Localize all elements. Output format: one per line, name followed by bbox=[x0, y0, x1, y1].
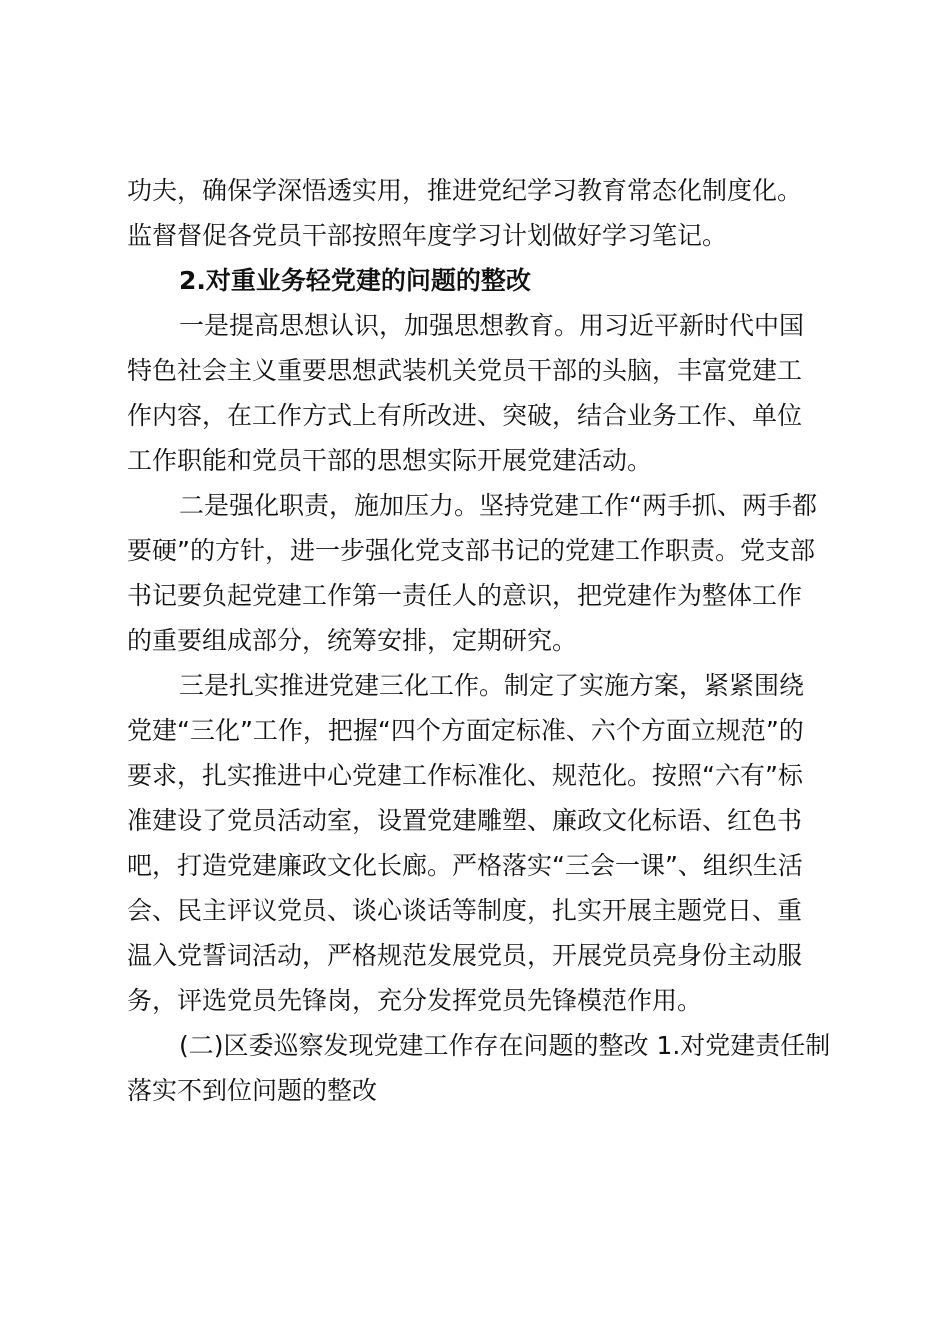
text-line: 一是提高思想认识，加强思想教育。用习近平新时代中国 bbox=[179, 311, 805, 340]
text-line: 党建“三化”工作，把握“四个方面定标准、六个方面立规范”的 bbox=[127, 716, 804, 745]
text-line: 的重要组成部分，统筹安排，定期研究。 bbox=[127, 626, 578, 655]
text-line: 要求，扎实推进中心党建工作标准化、规范化。按照“六有”标 bbox=[127, 761, 803, 790]
text-line: 要硬”的方针，进一步强化党支部书记的党建工作职责。党支部 bbox=[127, 536, 815, 565]
text-line: 吧，打造党建廉政文化长廊。严格落实“三会一课”、组织生活 bbox=[127, 851, 803, 880]
paragraph-strengthen-duties bbox=[127, 483, 827, 663]
text-line: 准建设了党员活动室，设置党建雕塑、廉政文化标语、红色书 bbox=[127, 806, 803, 835]
heading-text: 2.对重业务轻党建的问题的整改 bbox=[179, 266, 531, 295]
text-line: 工作职能和党员干部的思想实际开展党建活动。 bbox=[127, 446, 653, 475]
document-body bbox=[127, 168, 831, 1113]
text-line: 特色社会主义重要思想武装机关党员干部的头脑，丰富党建工 bbox=[127, 356, 803, 385]
text-line: 三是扎实推进党建三化工作。制定了实施方案，紧紧围绕 bbox=[179, 671, 805, 700]
text-line: (二)区委巡察发现党建工作存在问题的整改 1.对党建责任制 bbox=[179, 1031, 831, 1060]
section-heading bbox=[127, 258, 827, 303]
text-line: 务，评选党员先锋岗，充分发挥党员先锋模范作用。 bbox=[127, 986, 703, 1015]
paragraph-three-modernizations bbox=[127, 663, 827, 1023]
text-line: 温入党誓词活动，严格规范发展党员，开展党员亮身份主动服 bbox=[127, 941, 803, 970]
text-line: 监督督促各党员干部按照年度学习计划做好学习笔记。 bbox=[127, 221, 728, 250]
paragraph-raise-awareness bbox=[127, 303, 827, 483]
text-line: 书记要负起党建工作第一责任人的意识，把党建作为整体工作 bbox=[127, 581, 803, 610]
text-line: 落实不到位问题的整改 bbox=[127, 1076, 378, 1105]
text-line: 二是强化职责，施加压力。坚持党建工作“两手抓、两手都 bbox=[179, 491, 817, 520]
text-line: 作内容，在工作方式上有所改进、突破，结合业务工作、单位 bbox=[127, 401, 803, 430]
paragraph-inspection-rectification bbox=[127, 1023, 831, 1113]
paragraph-continued bbox=[127, 168, 827, 258]
text-line: 会、民主评议党员、谈心谈话等制度，扎实开展主题党日、重 bbox=[127, 896, 803, 925]
text-line: 功夫，确保学深悟透实用，推进党纪学习教育常态化制度化。 bbox=[127, 176, 803, 205]
